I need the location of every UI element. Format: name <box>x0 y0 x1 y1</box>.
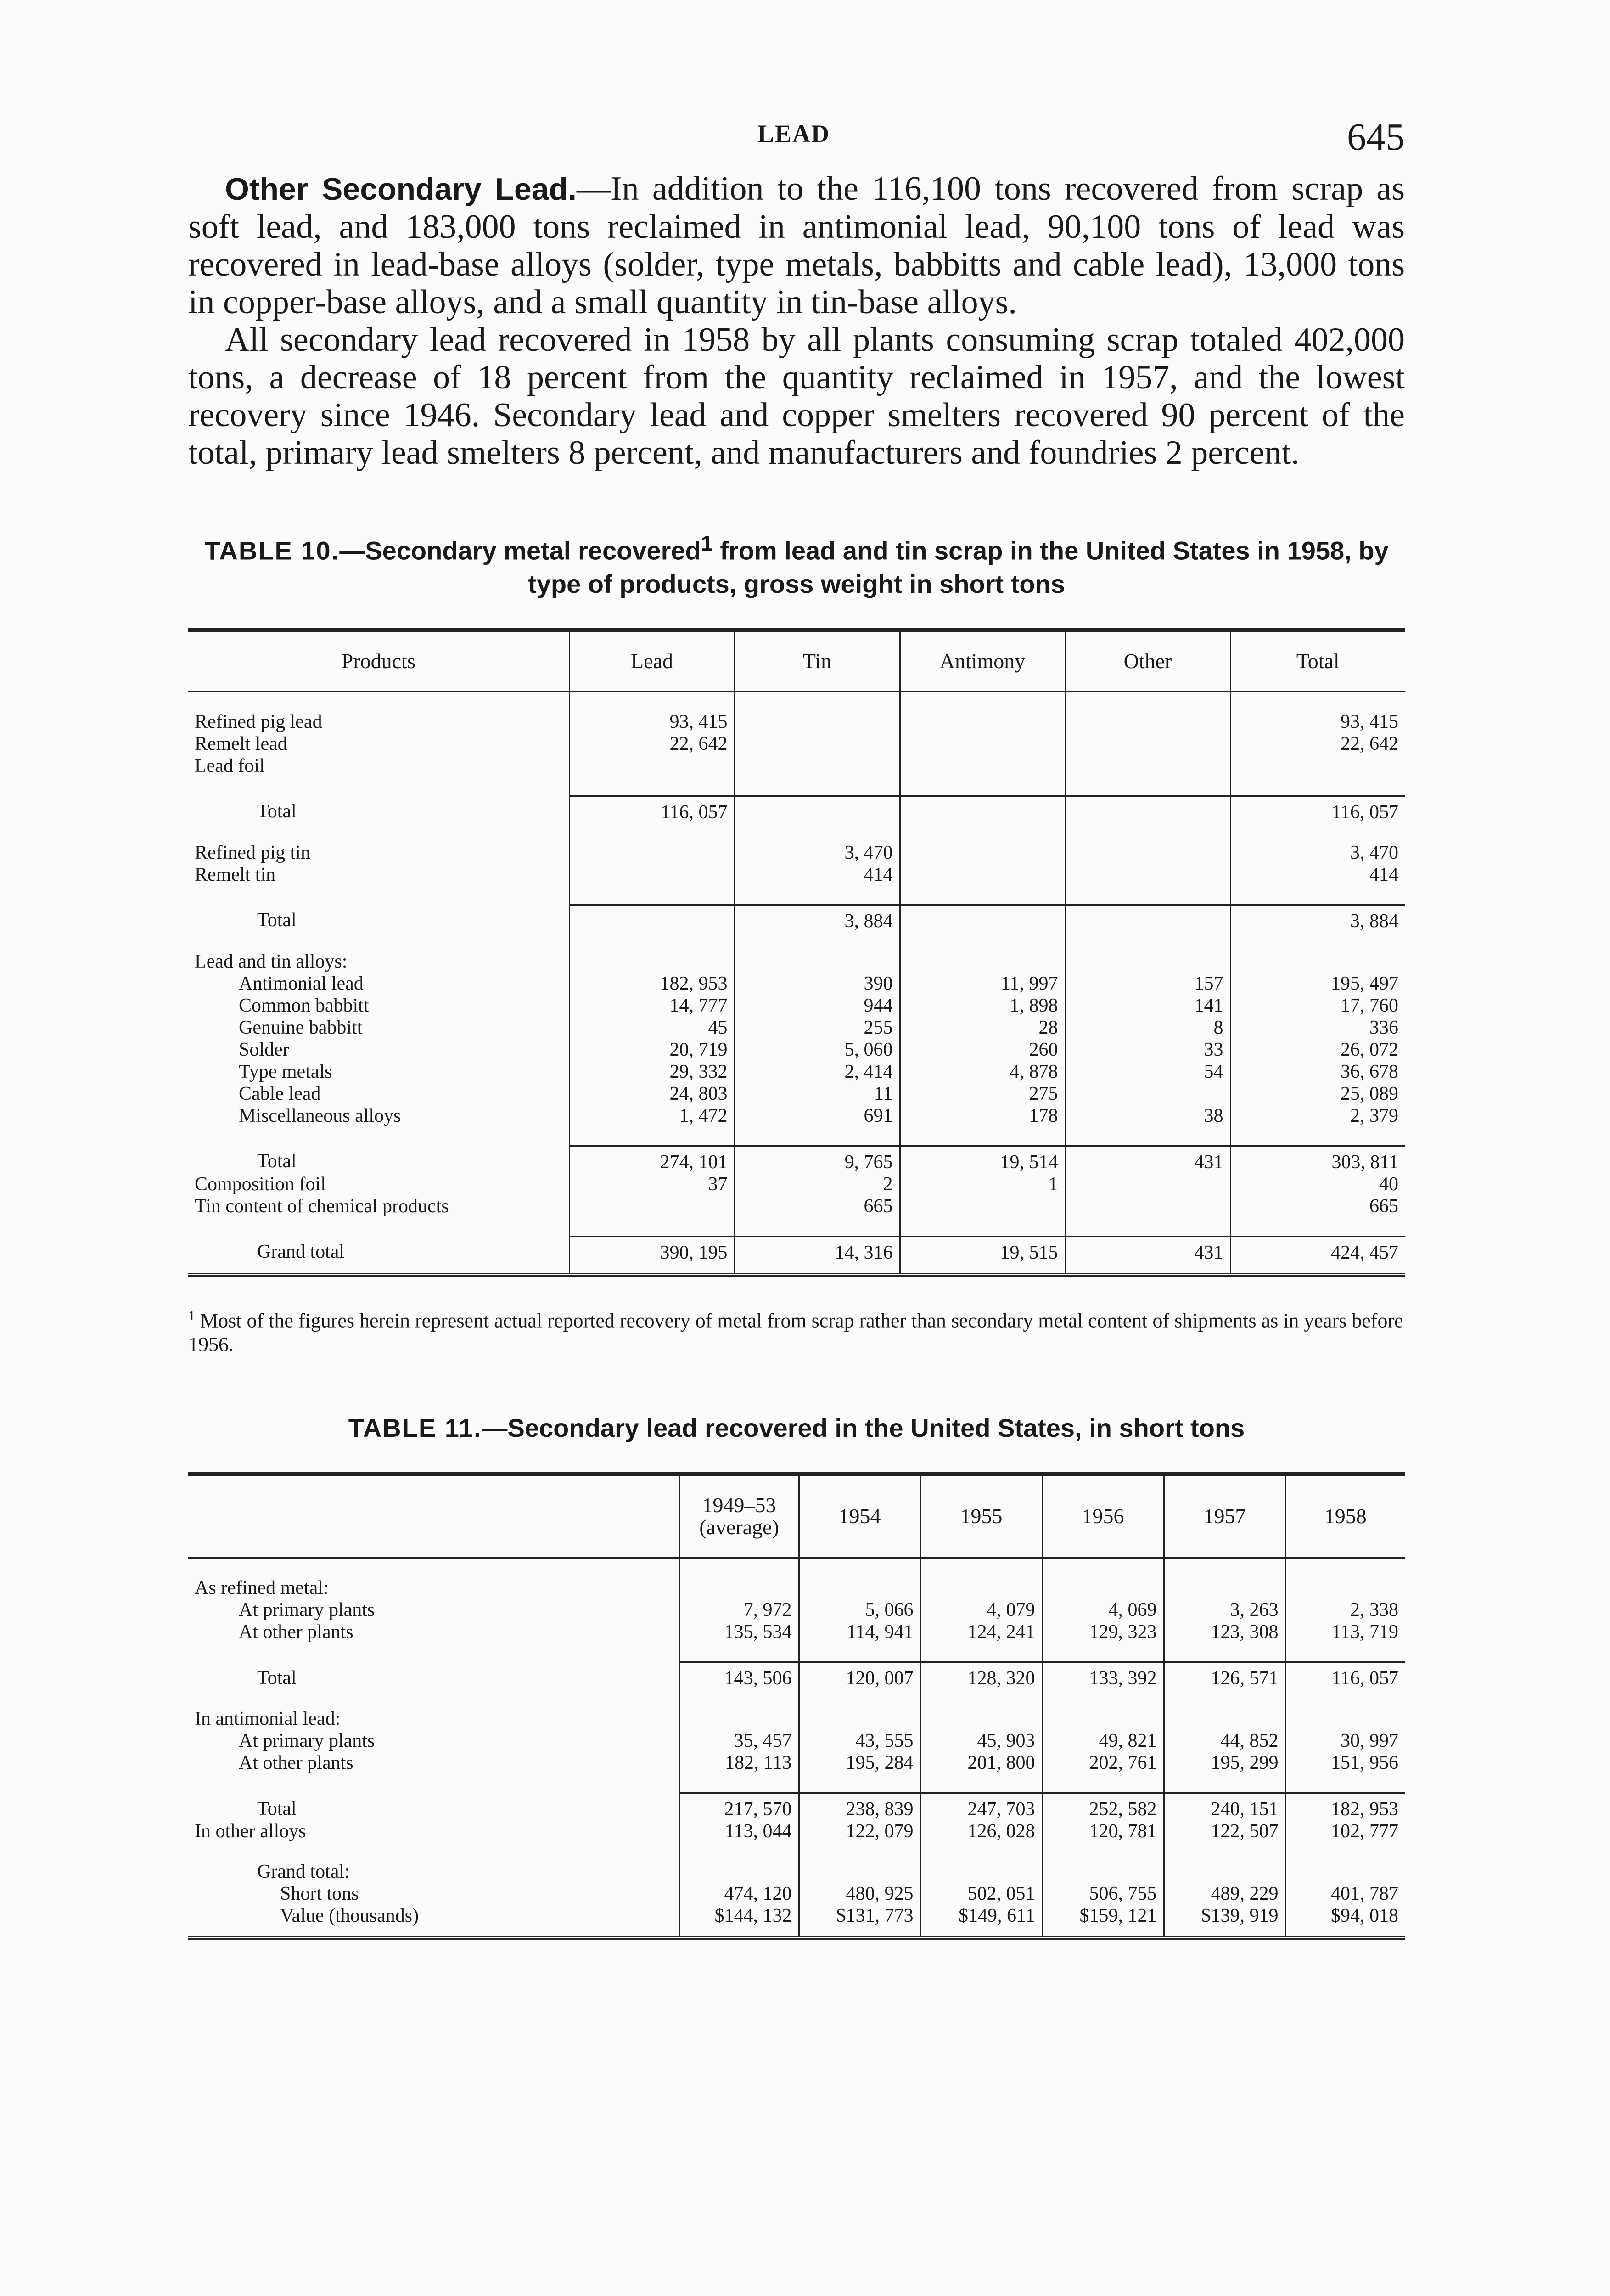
cell: 178 <box>900 1105 1065 1127</box>
cell: 7, 972 <box>679 1599 799 1621</box>
cell: 3, 263 <box>1164 1599 1285 1621</box>
table-row <box>188 995 1405 1017</box>
cell <box>1230 755 1405 777</box>
cell: 129, 323 <box>1042 1621 1164 1643</box>
cell <box>735 733 900 755</box>
cell: $159, 121 <box>1042 1905 1164 1938</box>
cell: 35, 457 <box>679 1730 799 1752</box>
cell: 195, 497 <box>1230 973 1405 995</box>
cell: 182, 953 <box>569 973 735 995</box>
cell: $149, 611 <box>920 1905 1042 1938</box>
cell <box>569 864 735 886</box>
row-label: Miscellaneous alloys <box>239 1105 401 1126</box>
footnote-marker: 1 <box>701 531 713 555</box>
table-row <box>188 1621 1405 1643</box>
cell: 182, 113 <box>679 1752 799 1774</box>
table-row <box>188 1730 1405 1752</box>
cell: 1, 898 <box>900 995 1065 1017</box>
cell: 4, 878 <box>900 1061 1065 1083</box>
row-label: Refined pig lead <box>195 711 322 732</box>
cell: 474, 120 <box>679 1883 799 1905</box>
table-row <box>188 1039 1405 1061</box>
table-row <box>188 711 1405 733</box>
row-label: Total <box>257 801 297 822</box>
row-label: Lead foil <box>195 755 265 777</box>
row-label: At other plants <box>239 1752 353 1774</box>
group-heading-row <box>188 951 1405 973</box>
cell: 303, 811 <box>1230 1146 1405 1173</box>
cell <box>900 864 1065 886</box>
cell: 120, 781 <box>1042 1820 1164 1842</box>
row-label: Antimonial lead <box>239 973 364 994</box>
cell: 93, 415 <box>569 711 735 733</box>
cell: 157 <box>1065 973 1230 995</box>
cell: $139, 919 <box>1164 1905 1285 1938</box>
cell <box>569 1195 735 1217</box>
cell <box>735 711 900 733</box>
col-header: 1957 <box>1164 1474 1285 1558</box>
cell: 22, 642 <box>569 733 735 755</box>
row-label: Common babbitt <box>239 995 369 1016</box>
cell: 143, 506 <box>679 1662 799 1690</box>
total-row <box>188 1146 1405 1173</box>
cell <box>569 842 735 864</box>
table10-footnote <box>188 1304 1405 1357</box>
cell: 182, 953 <box>1285 1793 1405 1821</box>
row-label: Solder <box>239 1039 289 1060</box>
row-label: Cable lead <box>239 1083 321 1104</box>
col-header: Antimony <box>900 630 1065 692</box>
cell: $94, 018 <box>1285 1905 1405 1938</box>
cell: 114, 941 <box>799 1621 920 1643</box>
cell: 133, 392 <box>1042 1662 1164 1690</box>
cell: 128, 320 <box>920 1662 1042 1690</box>
col-header: 1958 <box>1285 1474 1405 1558</box>
row-label: At other plants <box>239 1621 353 1643</box>
cell <box>1065 864 1230 886</box>
cell: 25, 089 <box>1230 1083 1405 1105</box>
cell: $144, 132 <box>679 1905 799 1938</box>
row-label: Total <box>257 1798 297 1819</box>
paragraph-other-secondary-lead <box>188 170 1405 321</box>
cell: 3, 470 <box>1230 842 1405 864</box>
cell <box>735 796 900 823</box>
cell: 20, 719 <box>569 1039 735 1061</box>
col-header: Total <box>1230 630 1405 692</box>
cell <box>900 796 1065 823</box>
cell <box>900 755 1065 777</box>
cell: 29, 332 <box>569 1061 735 1083</box>
cell <box>735 755 900 777</box>
table10-caption <box>188 527 1405 601</box>
cell: 26, 072 <box>1230 1039 1405 1061</box>
row-label: Short tons <box>280 1883 359 1905</box>
cell: 195, 299 <box>1164 1752 1285 1774</box>
row-label: Grand total <box>188 1236 569 1275</box>
group-heading: As refined metal: <box>195 1577 329 1599</box>
cell: 414 <box>735 864 900 886</box>
cell: 102, 777 <box>1285 1820 1405 1842</box>
cell: 1 <box>900 1173 1065 1195</box>
cell: 480, 925 <box>799 1883 920 1905</box>
cell: 201, 800 <box>920 1752 1042 1774</box>
table-row <box>188 1105 1405 1127</box>
row-label: In other alloys <box>195 1821 306 1842</box>
cell: 240, 151 <box>1164 1793 1285 1821</box>
cell <box>1065 796 1230 823</box>
cell: 390, 195 <box>569 1236 735 1275</box>
cell <box>1065 755 1230 777</box>
cell: 19, 515 <box>900 1236 1065 1275</box>
cell: 431 <box>1065 1236 1230 1275</box>
table-row <box>188 1752 1405 1774</box>
cell: 238, 839 <box>799 1793 920 1821</box>
cell: 414 <box>1230 864 1405 886</box>
document-page <box>188 106 1405 1940</box>
cell: 124, 241 <box>920 1621 1042 1643</box>
cell: 113, 044 <box>679 1820 799 1842</box>
cell <box>1065 733 1230 755</box>
cell: 17, 760 <box>1230 995 1405 1017</box>
running-head <box>188 106 1405 170</box>
cell: 116, 057 <box>1285 1662 1405 1690</box>
footnote-marker: 1 <box>188 1308 195 1323</box>
table-row <box>188 1883 1405 1905</box>
cell: 30, 997 <box>1285 1730 1405 1752</box>
table-row <box>188 842 1405 864</box>
cell: 8 <box>1065 1017 1230 1039</box>
cell <box>1065 1083 1230 1105</box>
cell: 54 <box>1065 1061 1230 1083</box>
row-label: Remelt tin <box>195 864 276 885</box>
cell: 45 <box>569 1017 735 1039</box>
cell: 3, 470 <box>735 842 900 864</box>
cell: 113, 719 <box>1285 1621 1405 1643</box>
cell: 40 <box>1230 1173 1405 1195</box>
table11-number: TABLE 11. <box>348 1413 482 1443</box>
page-number: 645 <box>1347 116 1405 158</box>
cell: 217, 570 <box>679 1793 799 1821</box>
cell: 120, 007 <box>799 1662 920 1690</box>
table-row <box>188 864 1405 886</box>
stub-header <box>188 1474 679 1558</box>
cell <box>1065 1195 1230 1217</box>
cell: 45, 903 <box>920 1730 1042 1752</box>
cell: 135, 534 <box>679 1621 799 1643</box>
table-row <box>188 1905 1405 1938</box>
cell: 37 <box>569 1173 735 1195</box>
row-label: At primary plants <box>239 1599 375 1621</box>
cell <box>1065 905 1230 932</box>
table-row <box>188 1599 1405 1621</box>
cell: 33 <box>1065 1039 1230 1061</box>
cell: 506, 755 <box>1042 1883 1164 1905</box>
col-header: Lead <box>569 630 735 692</box>
cell: 38 <box>1065 1105 1230 1127</box>
cell: 691 <box>735 1105 900 1127</box>
table-row <box>188 1017 1405 1039</box>
cell: 665 <box>735 1195 900 1217</box>
cell <box>900 842 1065 864</box>
cell: 49, 821 <box>1042 1730 1164 1752</box>
cell: 665 <box>1230 1195 1405 1217</box>
cell: 5, 066 <box>799 1599 920 1621</box>
table11-caption-text: —Secondary lead recovered in the United States, in short tons <box>482 1413 1245 1443</box>
cell: 275 <box>900 1083 1065 1105</box>
group-heading: Grand total: <box>257 1861 350 1883</box>
cell <box>900 733 1065 755</box>
cell: 141 <box>1065 995 1230 1017</box>
table10-caption-text: —Secondary metal recovered <box>339 536 701 565</box>
cell: 424, 457 <box>1230 1236 1405 1275</box>
cell: 944 <box>735 995 900 1017</box>
table10-number: TABLE 10. <box>204 536 340 565</box>
table-row <box>188 1061 1405 1083</box>
cell: 24, 803 <box>569 1083 735 1105</box>
cell <box>569 755 735 777</box>
cell: 43, 555 <box>799 1730 920 1752</box>
cell: 11 <box>735 1083 900 1105</box>
cell: 274, 101 <box>569 1146 735 1173</box>
cell: 401, 787 <box>1285 1883 1405 1905</box>
table11 <box>188 1472 1405 1940</box>
cell: 2, 379 <box>1230 1105 1405 1127</box>
cell: 489, 229 <box>1164 1883 1285 1905</box>
cell: 22, 642 <box>1230 733 1405 755</box>
cell: 14, 777 <box>569 995 735 1017</box>
row-label: Total <box>257 1151 297 1172</box>
row-label: Composition foil <box>195 1173 326 1195</box>
group-heading-row <box>188 1577 1405 1599</box>
cell: 116, 057 <box>1230 796 1405 823</box>
cell: 2, 338 <box>1285 1599 1405 1621</box>
col-header: 1956 <box>1042 1474 1164 1558</box>
row-label: Refined pig tin <box>195 842 310 863</box>
table-row <box>188 733 1405 755</box>
col-header: Tin <box>735 630 900 692</box>
cell: 44, 852 <box>1164 1730 1285 1752</box>
table-row <box>188 1173 1405 1195</box>
row-label: Total <box>257 910 297 931</box>
total-row <box>188 1662 1405 1690</box>
total-row <box>188 905 1405 932</box>
group-heading: Lead and tin alloys: <box>195 951 348 972</box>
cell: 14, 316 <box>735 1236 900 1275</box>
table-row <box>188 755 1405 777</box>
col-header: 1955 <box>920 1474 1042 1558</box>
table-row <box>188 1083 1405 1105</box>
table11-caption <box>188 1412 1405 1445</box>
cell: 36, 678 <box>1230 1061 1405 1083</box>
cell: $131, 773 <box>799 1905 920 1938</box>
total-row <box>188 796 1405 823</box>
footnote-text: Most of the figures herein represent actual reported recovery of metal from scrap rather than secondary metal content of shipments as in years before 1956. <box>188 1309 1403 1356</box>
cell: 126, 028 <box>920 1820 1042 1842</box>
cell: 11, 997 <box>900 973 1065 995</box>
table-row <box>188 973 1405 995</box>
group-heading-row <box>188 1861 1405 1883</box>
paragraph-secondary-total: All secondary lead recovered in 1958 by all plants consuming scrap totaled 402,000 tons, a decrease of 18 percent from the quantity reclaimed in 1957, and the lowest recovery since 1946. Secondary lead and copper smelters recovered 90 percent of the total, primary lead smelters 8 percent, and manufacturers and foundries 2 percent. <box>188 321 1405 472</box>
cell: 202, 761 <box>1042 1752 1164 1774</box>
cell: 390 <box>735 973 900 995</box>
cell <box>1065 842 1230 864</box>
cell: 126, 571 <box>1164 1662 1285 1690</box>
cell: 5, 060 <box>735 1039 900 1061</box>
cell: 4, 069 <box>1042 1599 1164 1621</box>
row-label: Genuine babbitt <box>239 1017 363 1038</box>
row-label: Value (thousands) <box>188 1905 679 1938</box>
cell <box>900 711 1065 733</box>
cell: 502, 051 <box>920 1883 1042 1905</box>
col-header: 1949–53 (average) <box>679 1474 799 1558</box>
grand-total-row <box>188 1236 1405 1275</box>
cell: 2, 414 <box>735 1061 900 1083</box>
total-row <box>188 1793 1405 1821</box>
cell: 260 <box>900 1039 1065 1061</box>
col-header: 1954 <box>799 1474 920 1558</box>
cell: 123, 308 <box>1164 1621 1285 1643</box>
table-row <box>188 1195 1405 1217</box>
table10-caption-text-2: from lead and tin scrap in the United States in 1958, by type of products, gross weight in short tons <box>528 536 1389 598</box>
cell: 93, 415 <box>1230 711 1405 733</box>
cell <box>1065 1173 1230 1195</box>
row-label: Tin content of chemical products <box>195 1195 449 1217</box>
cell: 431 <box>1065 1146 1230 1173</box>
cell: 1, 472 <box>569 1105 735 1127</box>
cell: 9, 765 <box>735 1146 900 1173</box>
cell: 151, 956 <box>1285 1752 1405 1774</box>
paragraph-text: —In addition to the 116,100 tons recovered from scrap as soft lead, and 183,000 tons reclaimed in antimonial lead, 90,100 tons of lead was recovered in lead-base alloys (solder, type metals, babbitts and cable lead), 13,000 tons in copper-base alloys, and a small quantity in tin-base alloys. <box>188 170 1405 321</box>
table-row <box>188 1820 1405 1842</box>
cell <box>900 905 1065 932</box>
table10 <box>188 628 1405 1277</box>
group-heading: In antimonial lead: <box>195 1708 341 1730</box>
cell <box>900 1195 1065 1217</box>
cell: 3, 884 <box>1230 905 1405 932</box>
cell <box>1065 711 1230 733</box>
row-label: Type metals <box>239 1061 332 1082</box>
cell: 195, 284 <box>799 1752 920 1774</box>
cell: 252, 582 <box>1042 1793 1164 1821</box>
cell: 28 <box>900 1017 1065 1039</box>
group-heading-row <box>188 1708 1405 1730</box>
row-label: Total <box>257 1667 297 1688</box>
cell: 122, 507 <box>1164 1820 1285 1842</box>
col-header: Products <box>188 630 569 692</box>
row-label: Remelt lead <box>195 733 287 754</box>
cell: 247, 703 <box>920 1793 1042 1821</box>
col-header: Other <box>1065 630 1230 692</box>
cell: 336 <box>1230 1017 1405 1039</box>
section-heading: Other Secondary Lead. <box>225 172 577 207</box>
cell: 122, 079 <box>799 1820 920 1842</box>
cell: 255 <box>735 1017 900 1039</box>
cell: 4, 079 <box>920 1599 1042 1621</box>
cell: 3, 884 <box>735 905 900 932</box>
cell <box>569 905 735 932</box>
row-label: At primary plants <box>239 1730 375 1752</box>
running-title: LEAD <box>757 120 830 147</box>
cell: 116, 057 <box>569 796 735 823</box>
cell: 19, 514 <box>900 1146 1065 1173</box>
cell: 2 <box>735 1173 900 1195</box>
